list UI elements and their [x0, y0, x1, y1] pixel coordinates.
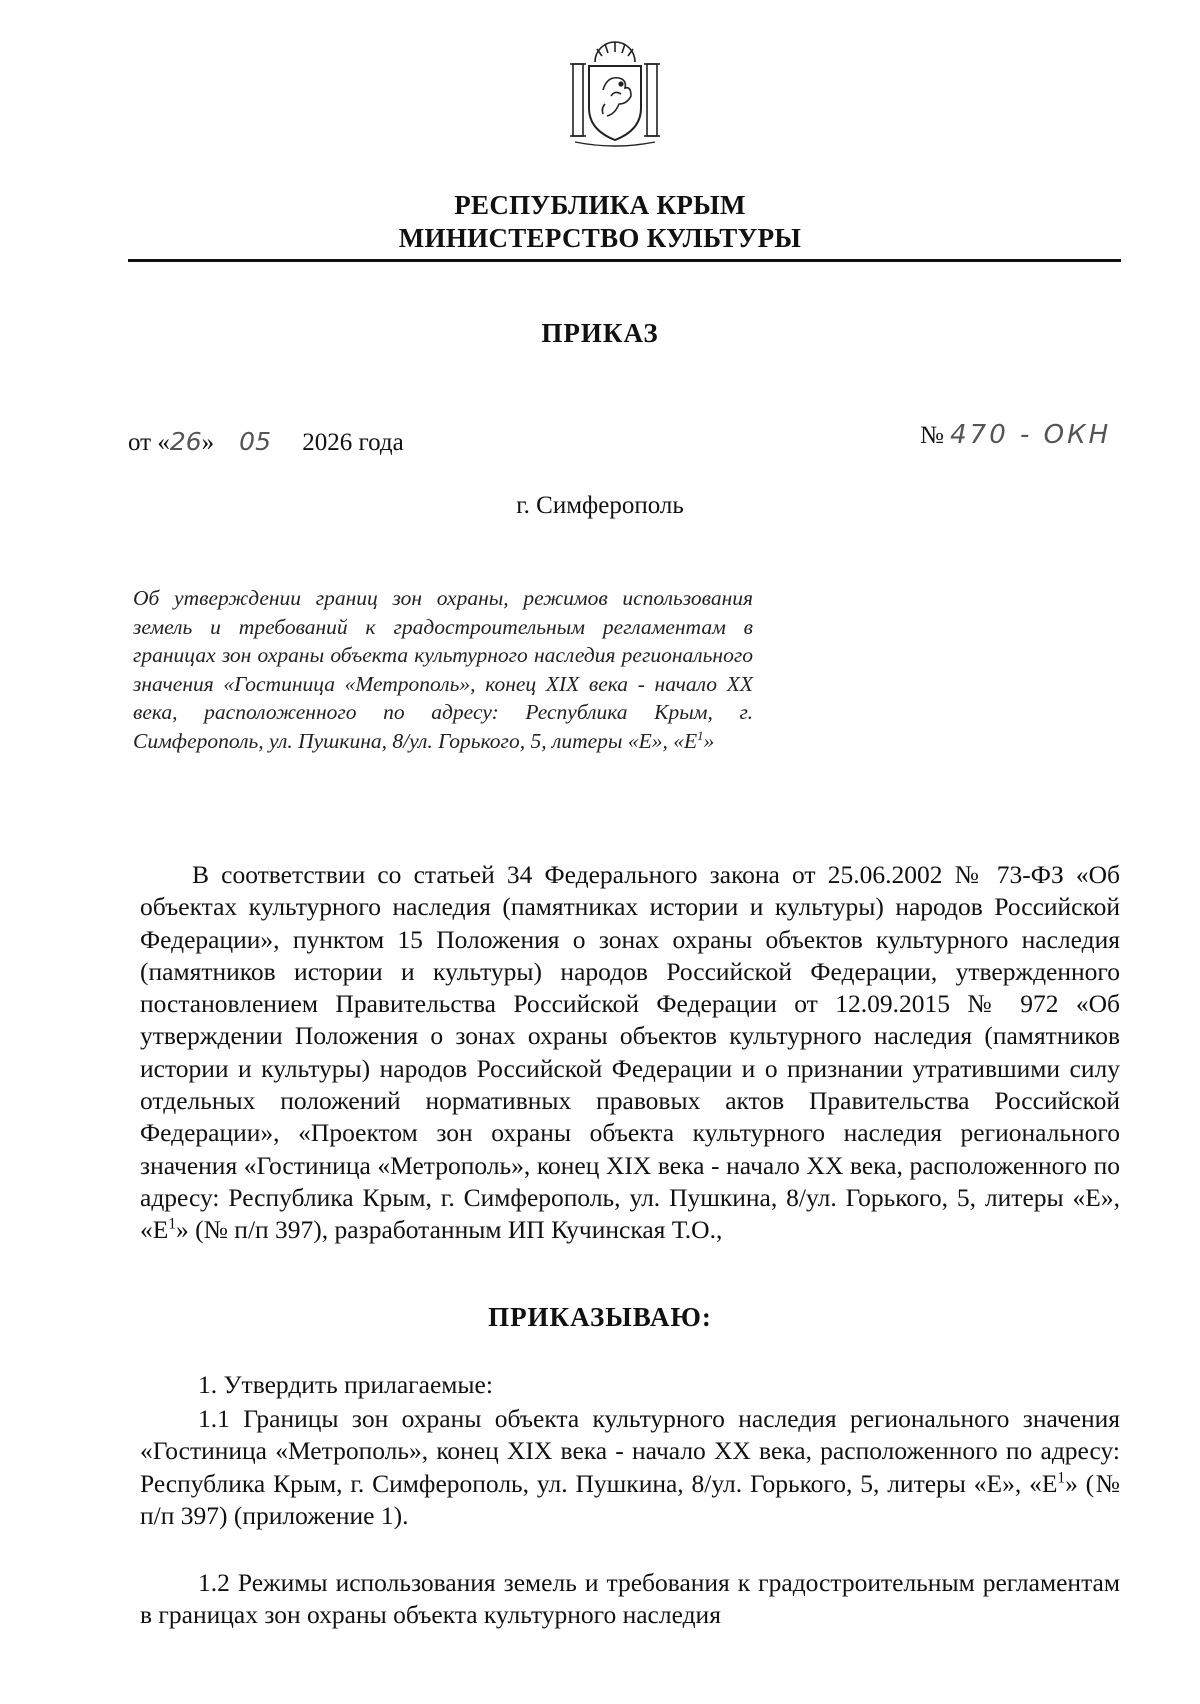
number-prefix: №	[920, 422, 944, 449]
date-quote-close: »	[201, 429, 215, 456]
item-1-1-text: 1.1 Границы зон охраны объекта культурного наследия регионального значения «Гостиница «Метрополь», конец XIX века - начало XX века, расположенного по адресу: Республика Крым, г. Симферополь, ул. Пушкина, 8/ул. Горького, 5, литеры «Е», «Е	[140, 1404, 1120, 1498]
order-number	[920, 420, 1111, 450]
preamble-sup: 1	[168, 1215, 176, 1233]
item-1-1-sup: 1	[1057, 1469, 1066, 1487]
item-1: 1. Утвердить прилагаемые:	[198, 1370, 493, 1399]
order-date	[128, 427, 404, 457]
decree-word: ПРИКАЗЫВАЮ:	[488, 1302, 712, 1332]
item-1-1	[140, 1403, 1120, 1532]
date-year: 2026 года	[302, 429, 404, 456]
subject-tail: »	[703, 728, 715, 753]
preamble-tail: » (№ п/п 397), разработанным ИП Кучинская Т.О.,	[175, 1215, 723, 1245]
header-divider	[128, 259, 1121, 262]
document-type-title: ПРИКАЗ	[541, 318, 659, 348]
subject-text: Об утверждении границ зон охраны, режимов использования земель и требований к градостроительным регламентам в границах зон охраны объекта культурного наследия регионального значения «Гостиница «Метрополь», конец XIX века - начало XX века, расположенного по адресу: Республика Крым, г. Симферополь, ул. Пушкина, 8/ул. Горького, 5, литеры «Е», «Е	[133, 586, 753, 753]
republic-title: РЕСПУБЛИКА КРЫМ	[454, 190, 746, 220]
crimea-coat-of-arms-icon	[561, 38, 669, 150]
item-1-1-tail: » (№ п/п 397) (приложение 1).	[140, 1468, 1120, 1530]
date-day-handwritten: 26	[169, 427, 202, 456]
date-month-handwritten: 05	[239, 427, 271, 456]
subject-sup: 1	[697, 728, 704, 743]
preamble-text: В соответствии со статьей 34 Федерального закона от 25.06.2002 № 73-ФЗ «Об объектах культурного наследия (памятниках истории и культуры) народов Российской Федерации», пунктом 15 Положения о зонах охраны объектов культурного наследия (памятников истории и культуры) народов Российской Федерации, утвержденного постановлением Правительства Российской Федерации от 12.09.2015 № 972 «Об утверждении Положения о зонах охраны объектов культурного наследия (памятников истории и культуры) народов Российской Федерации и о признании утратившими силу отдельных положений нормативных правовых актов Правительства Российской Федерации», «Проектом зон охраны объекта культурного наследия регионального значения «Гостиница «Метрополь», конец XIX века - начало XX века, расположенного по адресу: Республика Крым, г. Симферополь, ул. Пушкина, 8/ул. Горького, 5, литеры «Е», «Е	[140, 860, 1120, 1245]
order-subject	[133, 584, 753, 755]
city-line: г. Симферополь	[516, 492, 684, 519]
item-1-2: 1.2 Режимы использования земель и требования к градостроительным регламентам в границах зон охраны объекта культурного наследия	[140, 1568, 1120, 1630]
ministry-title: МИНИСТЕРСТВО КУЛЬТУРЫ	[398, 223, 802, 253]
preamble-paragraph	[140, 859, 1120, 1247]
date-prefix: от «	[128, 429, 170, 456]
number-handwritten: 470 - ОКН	[950, 420, 1112, 450]
